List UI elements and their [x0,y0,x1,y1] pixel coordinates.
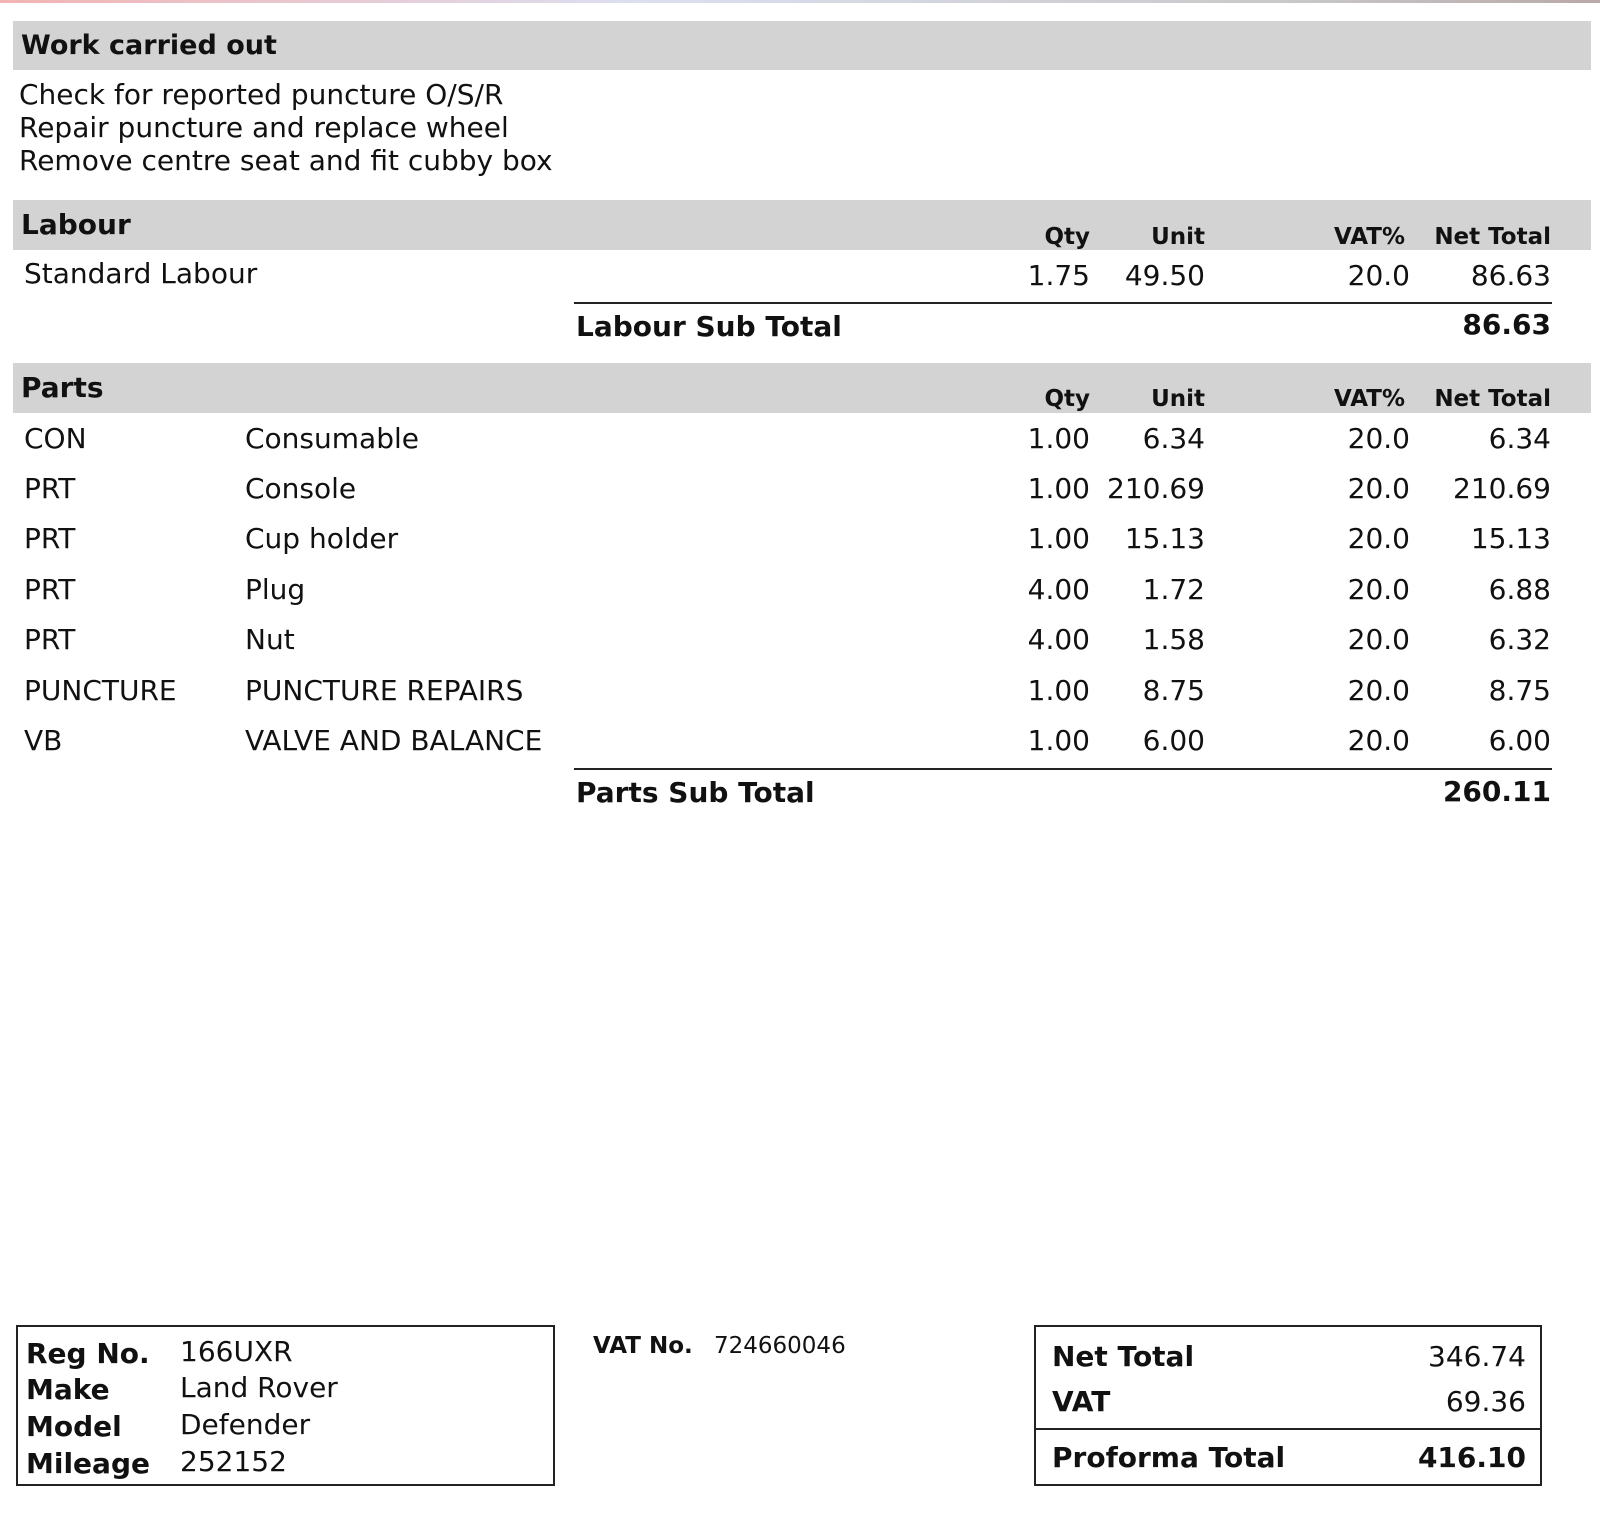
part-net: 6.34 [1488,422,1551,455]
parts-col-qty: Qty [1044,386,1090,412]
part-code: VB [24,724,63,757]
parts-subtotal-value: 260.11 [1442,775,1551,808]
net-total-label: Net Total [1052,1340,1195,1373]
mileage-label: Mileage [26,1447,150,1480]
labour-unit: 49.50 [1124,259,1205,292]
labour-subtotal-value: 86.63 [1462,308,1551,341]
part-desc: Plug [245,573,306,606]
part-unit: 6.34 [1142,422,1205,455]
part-net: 8.75 [1488,674,1551,707]
top-accent-bar [0,0,1600,3]
parts-subtotal-rule [574,768,1552,770]
part-vat: 20.0 [1347,674,1410,707]
part-net: 6.00 [1488,724,1551,757]
part-desc: Consumable [245,422,419,455]
work-section-title: Work carried out [21,30,277,61]
parts-section-title: Parts [21,371,104,404]
parts-col-unit: Unit [1151,386,1205,412]
part-net: 6.32 [1488,623,1551,656]
totals-box [1034,1325,1542,1486]
part-vat: 20.0 [1347,472,1410,505]
part-code: PRT [24,573,76,606]
part-code: PRT [24,623,76,656]
model-value: Defender [180,1408,311,1441]
labour-subtotal-rule [574,302,1552,304]
part-code: PRT [24,472,76,505]
labour-col-net: Net Total [1434,224,1551,250]
model-label: Model [26,1410,122,1443]
part-qty: 1.00 [1027,674,1090,707]
part-desc: VALVE AND BALANCE [245,724,543,757]
labour-net: 86.63 [1470,259,1551,292]
part-desc: Nut [245,623,295,656]
part-qty: 4.00 [1027,573,1090,606]
part-vat: 20.0 [1347,724,1410,757]
work-line: Remove centre seat and fit cubby box [19,144,553,177]
part-qty: 1.00 [1027,422,1090,455]
net-total-value: 346.74 [1428,1340,1526,1373]
vat-total-value: 69.36 [1445,1385,1526,1418]
work-line: Check for reported puncture O/S/R [19,78,504,111]
part-unit: 210.69 [1107,472,1205,505]
part-qty: 1.00 [1027,522,1090,555]
mileage-value: 252152 [180,1445,287,1478]
labour-col-qty: Qty [1044,224,1090,250]
part-net: 210.69 [1453,472,1551,505]
part-code: PRT [24,522,76,555]
part-code: CON [24,422,87,455]
part-vat: 20.0 [1347,573,1410,606]
part-unit: 6.00 [1142,724,1205,757]
make-label: Make [26,1373,110,1406]
part-unit: 1.58 [1142,623,1205,656]
labour-section-title: Labour [21,208,131,241]
vat-total-label: VAT [1052,1385,1111,1418]
labour-subtotal-label: Labour Sub Total [576,310,842,343]
part-unit: 8.75 [1142,674,1205,707]
part-unit: 1.72 [1142,573,1205,606]
labour-vat: 20.0 [1347,259,1410,292]
work-section-header [13,21,1591,70]
labour-col-unit: Unit [1151,224,1205,250]
part-qty: 1.00 [1027,724,1090,757]
part-qty: 4.00 [1027,623,1090,656]
parts-col-vat: VAT% [1334,386,1405,412]
parts-col-net: Net Total [1434,386,1551,412]
part-code: PUNCTURE [24,674,177,707]
labour-col-vat: VAT% [1334,224,1405,250]
part-vat: 20.0 [1347,522,1410,555]
proforma-total-label: Proforma Total [1052,1441,1286,1474]
part-net: 6.88 [1488,573,1551,606]
parts-subtotal-label: Parts Sub Total [576,776,815,809]
reg-label: Reg No. [26,1337,150,1370]
part-desc: Console [245,472,357,505]
part-unit: 15.13 [1124,522,1205,555]
make-value: Land Rover [180,1371,338,1404]
part-desc: PUNCTURE REPAIRS [245,674,524,707]
totals-divider [1036,1428,1540,1430]
work-line: Repair puncture and replace wheel [19,111,509,144]
part-vat: 20.0 [1347,623,1410,656]
proforma-total-value: 416.10 [1417,1441,1526,1474]
vat-number-label: VAT No. [593,1333,693,1359]
part-vat: 20.0 [1347,422,1410,455]
labour-qty: 1.75 [1027,259,1090,292]
part-net: 15.13 [1470,522,1551,555]
part-desc: Cup holder [245,522,399,555]
vehicle-details-box [16,1325,555,1486]
vat-number-value: 724660046 [714,1333,846,1359]
part-qty: 1.00 [1027,472,1090,505]
reg-value: 166UXR [180,1335,293,1368]
labour-desc: Standard Labour [24,257,258,290]
